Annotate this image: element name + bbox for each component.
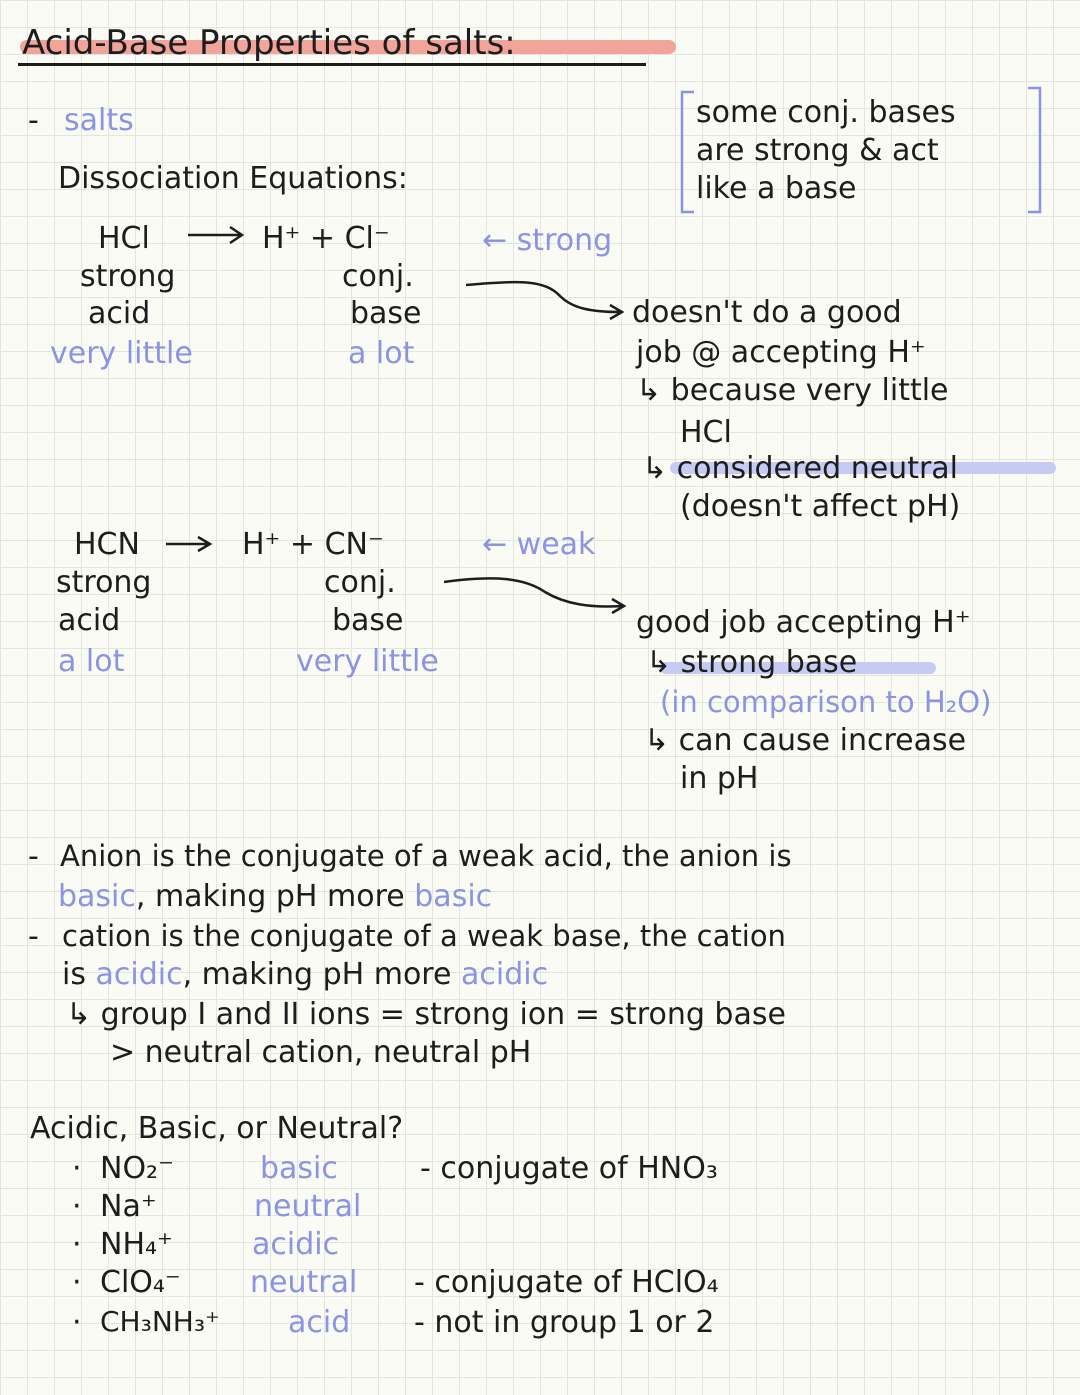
quiz-heading: Acidic, Basic, or Neutral?	[30, 1111, 404, 1146]
eq1-reaction-arrow	[188, 227, 242, 243]
eq2-acid-label: strong	[56, 565, 152, 600]
quiz-note: - conjugate of HNO₃	[420, 1151, 718, 1186]
quiz-answer: basic	[260, 1151, 338, 1186]
eq1-acid-amount: very little	[50, 336, 193, 371]
quiz-ion: Na⁺	[100, 1189, 157, 1224]
quiz-answer: acidic	[252, 1227, 340, 1262]
eq2-acid-label: acid	[58, 603, 121, 638]
anion-rule-mid: , making pH more	[135, 879, 415, 914]
eq1-explanation-line: ↳ considered neutral	[642, 451, 959, 486]
eq1-strength-tag: ← strong	[482, 223, 613, 258]
eq1-explanation-line: doesn't do a good	[632, 295, 902, 330]
eq1-acid-label: strong	[80, 259, 176, 294]
anion-basic-term-2: basic	[414, 879, 493, 914]
eq2-base-label: base	[332, 603, 404, 638]
quiz-dot: ·	[72, 1305, 82, 1340]
eq1-reactant: HCl	[98, 221, 150, 256]
cation-rule-bullet: -	[28, 919, 39, 954]
cation-rule-start: is	[62, 957, 96, 992]
anion-basic-term: basic	[58, 879, 136, 914]
eq1-explanation-line: ↳ because very little	[636, 373, 949, 408]
eq2-base-label: conj.	[324, 565, 396, 600]
group-ions-rule: ↳ group I and II ions = strong ion = strong base	[66, 997, 786, 1032]
eq2-reactant: HCN	[74, 527, 140, 562]
box-left-bracket	[682, 92, 694, 212]
quiz-answer: acid	[288, 1305, 351, 1340]
quiz-dot: ·	[72, 1265, 82, 1300]
eq1-explanation-line: HCl	[680, 415, 732, 450]
quiz-note: - not in group 1 or 2	[414, 1305, 715, 1340]
eq1-acid-label: acid	[88, 296, 151, 331]
cation-rule-mid: , making pH more	[182, 957, 461, 992]
eq1-base-amount: a lot	[348, 336, 415, 371]
eq2-explanation-line: ↳ can cause increase	[644, 723, 967, 758]
eq2-explanation-line: (in comparison to H₂O)	[660, 685, 992, 719]
dissociation-label: Dissociation Equations:	[58, 161, 408, 196]
quiz-dot: ·	[72, 1227, 82, 1262]
eq1-explanation-line: job @ accepting H⁺	[636, 335, 926, 370]
eq1-explanation-line: (doesn't affect pH)	[680, 489, 961, 524]
eq2-strength-tag: ← weak	[482, 527, 596, 562]
box-note-line: some conj. bases	[696, 95, 956, 130]
quiz-ion: NO₂⁻	[100, 1151, 174, 1186]
quiz-ion: ClO₄⁻	[100, 1265, 181, 1300]
page-title: Acid-Base Properties of salts:	[22, 23, 516, 63]
quiz-ion: CH₃NH₃⁺	[100, 1305, 220, 1338]
salts-label: salts	[64, 103, 134, 138]
eq1-base-label: conj.	[342, 259, 414, 294]
neutral-cation-rule: > neutral cation, neutral pH	[110, 1035, 532, 1070]
quiz-dot: ·	[72, 1189, 82, 1224]
eq2-acid-amount: a lot	[58, 644, 125, 679]
box-note-line: are strong & act	[696, 133, 939, 168]
eq2-base-amount: very little	[296, 644, 439, 679]
quiz-answer: neutral	[254, 1189, 362, 1224]
cation-rule-text: cation is the conjugate of a weak base, the cation	[62, 919, 786, 953]
quiz-answer: neutral	[250, 1265, 358, 1300]
eq2-explanation-line: ↳ strong base	[646, 645, 858, 680]
eq1-products: H⁺ + Cl⁻	[262, 221, 390, 256]
eq2-pointer-arrow	[444, 578, 624, 613]
eq2-products: H⁺ + CN⁻	[242, 527, 384, 562]
quiz-ion: NH₄⁺	[100, 1227, 173, 1262]
cation-acidic-term: acidic	[95, 957, 183, 992]
eq2-reaction-arrow	[166, 537, 210, 551]
anion-rule-text: Anion is the conjugate of a weak acid, the anion is	[60, 839, 792, 873]
cation-acidic-term-2: acidic	[460, 957, 549, 992]
quiz-note: - conjugate of HClO₄	[414, 1265, 719, 1300]
box-note-line: like a base	[696, 171, 857, 206]
quiz-dot: ·	[72, 1151, 82, 1186]
salts-bullet: -	[28, 103, 39, 138]
eq1-base-label: base	[350, 296, 422, 331]
eq2-explanation-line: in pH	[680, 761, 759, 796]
eq2-explanation-line: good job accepting H⁺	[636, 605, 971, 640]
eq1-pointer-arrow	[466, 282, 622, 319]
anion-rule-bullet: -	[28, 839, 39, 874]
box-right-bracket	[1028, 88, 1040, 212]
